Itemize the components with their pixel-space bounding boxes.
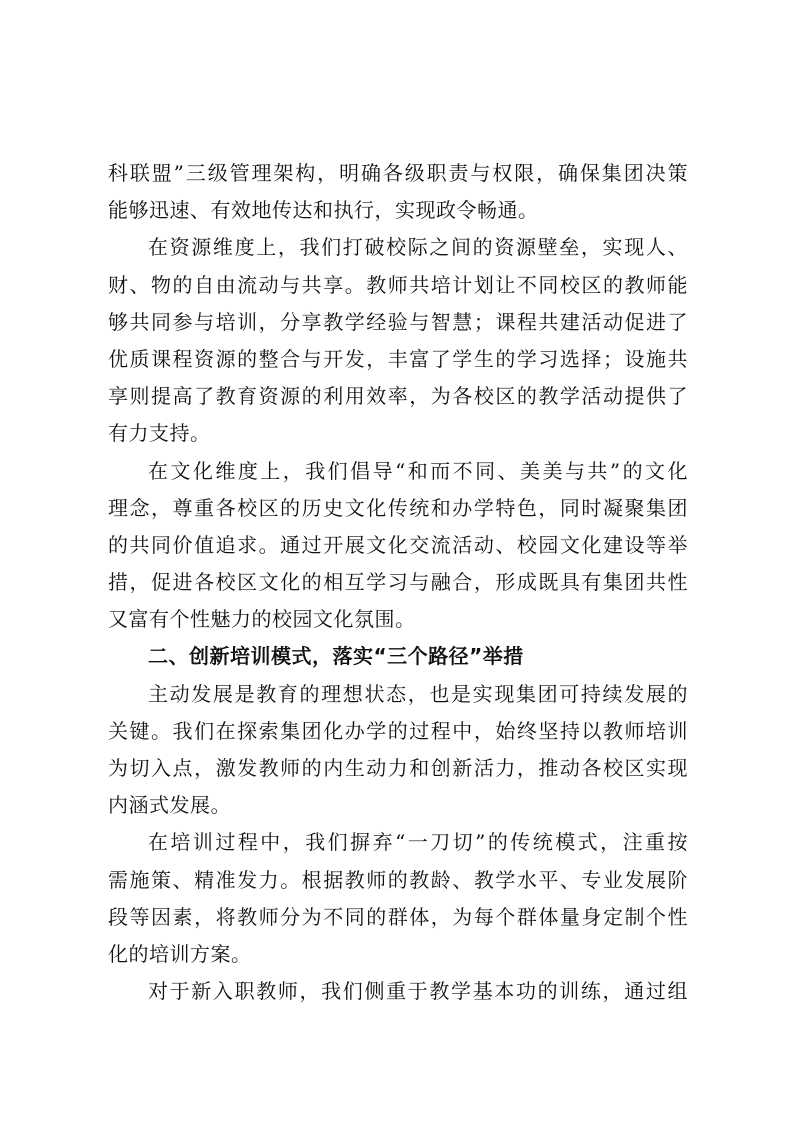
text-line: 段等因素，将教师分为不同的群体，为每个群体量身定制个性	[108, 904, 688, 929]
paragraph-start-line: 在培训过程中，我们摒弃“一刀切”的传统模式，注重按	[148, 830, 688, 855]
section-heading: 二、创新培训模式，落实“三个路径”举措	[148, 644, 524, 669]
text-line: 够共同参与培训，分享教学经验与智慧；课程共建活动促进了	[108, 309, 688, 334]
text-line: 措，促进各校区文化的相互学习与融合，形成既具有集团共性	[108, 570, 688, 595]
text-line: 化的培训方案。	[108, 941, 252, 966]
text-line: 享则提高了教育资源的利用效率，为各校区的教学活动提供了	[108, 384, 688, 409]
text-line: 为切入点，激发教师的内生动力和创新活力，推动各校区实现	[108, 756, 688, 780]
body-text	[108, 155, 688, 1010]
text-line: 又富有个性魅力的校园文化氛围。	[108, 607, 416, 632]
text-line: 优质课程资源的整合与开发，丰富了学生的学习选择；设施共	[108, 346, 688, 371]
text-line: 需施策、精准发力。根据教师的教龄、教学水平、专业发展阶	[108, 867, 688, 892]
text-line: 有力支持。	[108, 421, 211, 446]
text-line: 能够迅速、有效地传达和执行，实现政令畅通。	[108, 198, 539, 223]
paragraph-start-line: 主动发展是教育的理想状态，也是实现集团可持续发展的	[148, 681, 688, 706]
paragraph-start-line: 在文化维度上，我们倡导“和而不同、美美与共”的文化	[148, 458, 688, 483]
paragraph-start-line: 对于新入职教师，我们侧重于教学基本功的训练，通过组	[148, 979, 688, 1004]
text-line: 的共同价值追求。通过开展文化交流活动、校园文化建设等举	[108, 532, 688, 557]
text-line: 理念，尊重各校区的历史文化传统和办学特色，同时凝聚集团	[108, 495, 688, 520]
text-line: 关键。我们在探索集团化办学的过程中，始终坚持以教师培训	[108, 718, 688, 743]
text-line: 科联盟”三级管理架构，明确各级职责与权限，确保集团决策	[108, 161, 688, 185]
paragraph-start-line: 在资源维度上，我们打破校际之间的资源壁垒，实现人、	[148, 235, 688, 260]
text-line: 财、物的自由流动与共享。教师共培计划让不同校区的教师能	[108, 272, 688, 297]
text-line: 内涵式发展。	[108, 793, 231, 818]
